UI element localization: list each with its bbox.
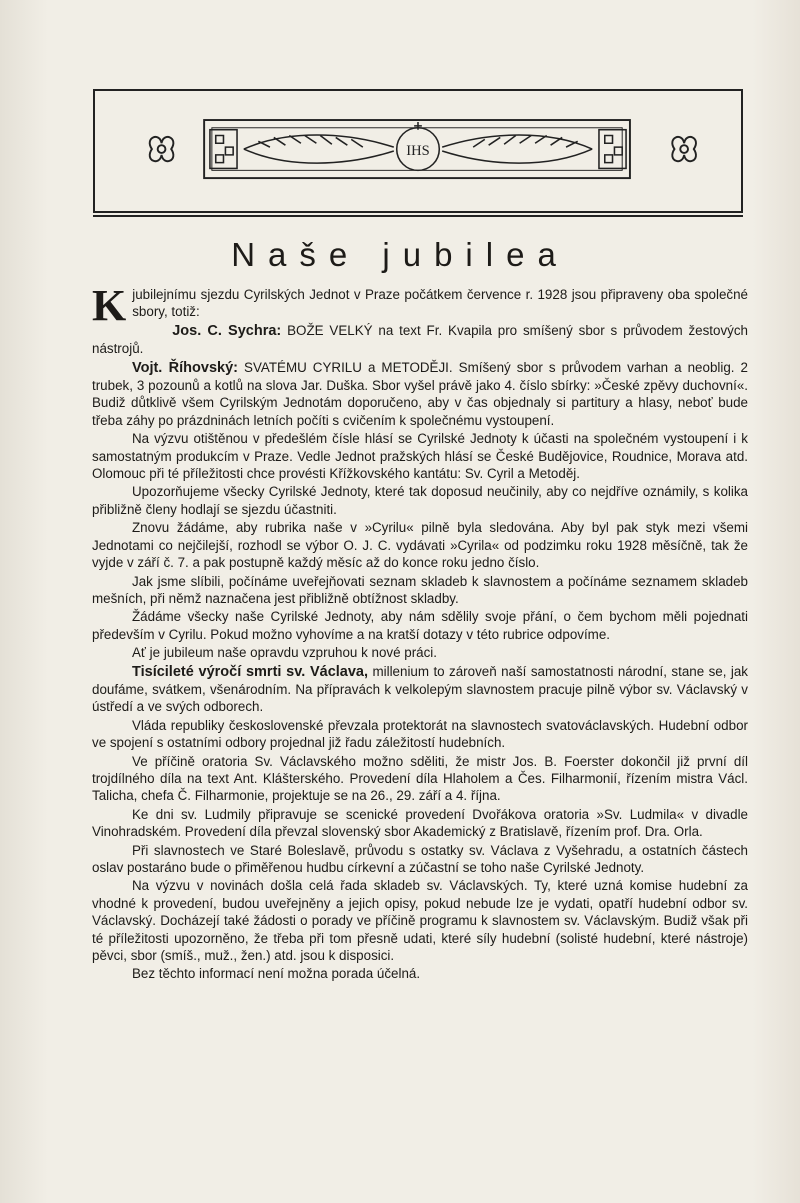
page-title: Naše jubilea [231, 236, 569, 273]
ihs-ornament-icon [95, 91, 741, 211]
paragraph: Na výzvu otištěnou v předešlém čísle hlásí se Cyrilské Jednoty k účasti na společném vystoupení i k samostatným produkcím v Praze. Vedle Jednot pražských hlásí se České Budějovice, Roudnice, Morava atd. Olomouc při té příležitosti chce provésti Křížkovského kantátu: Sv. Cyril a Metoděj. [92, 431, 748, 482]
paragraph: Na výzvu v novinách došla celá řada skladeb sv. Václavských. Ty, které uzná komise hudební za vhodné k provedení, budou uveřejněny a jejich opisy, pokud nebude lze je vydati, opatří hudební odbor sv. Václavský. Docházejí také žádosti o porady ve příčině programu k slavnostem sv. Václavským. Budiž však při té příležitosti upozorněno, že třeba při tom přesně udati, které síly hudební (solisté hudební, které nástroje) pěvci, sbor (smíš., muž., žen.) atd. jsou k disposici. [92, 878, 748, 964]
section-lead: Tisícileté výročí smrti sv. Václava, [132, 663, 369, 680]
paragraph: Vojt. Říhovský: SVATÉMU CYRILU a METODĚJI. Smíšený sbor s průvodem varhan a neoblig. 2 trubek, 3 pozounů a kotlů na slova Jar. Duška. Sbor vyšel právě jako 4. číslo sbírky: »České zpěvy duchovní«. Budiž důtklivě všem Cyrilským Jednotám doporučeno, aby v čas objednaly si partitury a hlasy, neboť bude třeba záhy po prázdninách letních počíti s cvičením k společnému vystoupení. [92, 359, 748, 428]
composer-name: Vojt. Říhovský: [132, 359, 238, 376]
composer-name: Jos. C. Sychra: [172, 322, 282, 339]
paragraph: Jos. C. Sychra: BOŽE VELKÝ na text Fr. Kvapila pro smíšený sbor s průvodem žestových nástrojů. [92, 322, 749, 357]
paragraph: Při slavnostech ve Staré Boleslavě, průvodu s ostatky sv. Václava z Vyšehradu, a ostatních částech oslav postaráno bude o přiměřenou hudbu církevní a zúčastní se toho naše Cyrilské Jednoty. [92, 842, 748, 875]
paragraph: Tisícileté výročí smrti sv. Václava, millenium to zároveň naší samostatnosti národní, stane se, jak doufáme, svátkem, všenárodním. Na přípravách k velkolepým slavnostem pracuje pilně výbor sv. Václavský v ústředí a ve svých odborech. [92, 663, 749, 715]
paragraph: Jak jsme slíbili, počínáme uveřejňovati seznam skladeb k slavnostem a počínáme seznamem skladeb mešních, při němž naznačena jest přibližně obtížnost skladby. [92, 573, 748, 606]
drop-cap: K [92, 281, 127, 330]
svg-text:IHS: IHS [406, 142, 430, 159]
paragraph: Bez těchto informací není možna porada účelná. [132, 966, 421, 982]
paragraph: Ke dni sv. Ludmily připravuje se scenické provedení Dvořákova oratoria »Sv. Ludmila« v divadle Vinohradském. Provedení díla převzal slovenský sbor Akademický z Bratislavě, řízením prof. Dra. Orla. [92, 806, 748, 840]
paragraph: Ať je jubileum naše opravdu vzpruhou k nové práci. [132, 645, 437, 661]
paragraph: Vláda republiky československé převzala protektorát na slavnostech svatováclavských. Hudební odbor ve spojení s ostatními odbory projednal již řadu záležitostí hudebních. [92, 717, 748, 751]
paragraph: Kjubilejnímu sjezdu Cyrilských Jednot v Praze počátkem července r. 1928 jsou připraveny oba společné sbory, totiž: [92, 281, 748, 330]
paragraph: Znovu žádáme, aby rubrika naše v »Cyrilu« pilně byla sledována. Aby byl pak styk mezi všemi Jednotami co nejčilejší, rozhodl se výbor O. J. C. vydávati »Cyrila« od podzimku roku 1928 měsíčně, tak že vyjde v září č. 7. a pak postupně každý měsíc až do konce roku jedno číslo. [92, 520, 748, 571]
article-body [92, 281, 749, 984]
paragraph: Upozorňujeme všecky Cyrilské Jednoty, které tak doposud neučinily, aby co nejdříve oznámily, s kolika přibližně členy hodlají se sjezdu účastniti. [92, 484, 748, 517]
paragraph: Žádáme všecky naše Cyrilské Jednoty, aby nám sdělily svoje přání, o čem bychom měli pojednati především v Cyrilu. Pokud možno vyhovíme a na kratší dotazy v této rubrice odpovíme. [92, 609, 748, 642]
header-ornament-frame [93, 89, 743, 213]
paragraph: Ve příčině oratoria Sv. Václavského možno sděliti, že mistr Jos. B. Foerster dokončil již první díl trojdílného díla na text Ant. Klášterského. Provedení díla Hlaholem a Čes. Filharmonií, řízením mistra Václ. Talicha, chefa Č. Filharmonie, projektuje se na 26., 29. září a 4. října. [92, 753, 748, 804]
